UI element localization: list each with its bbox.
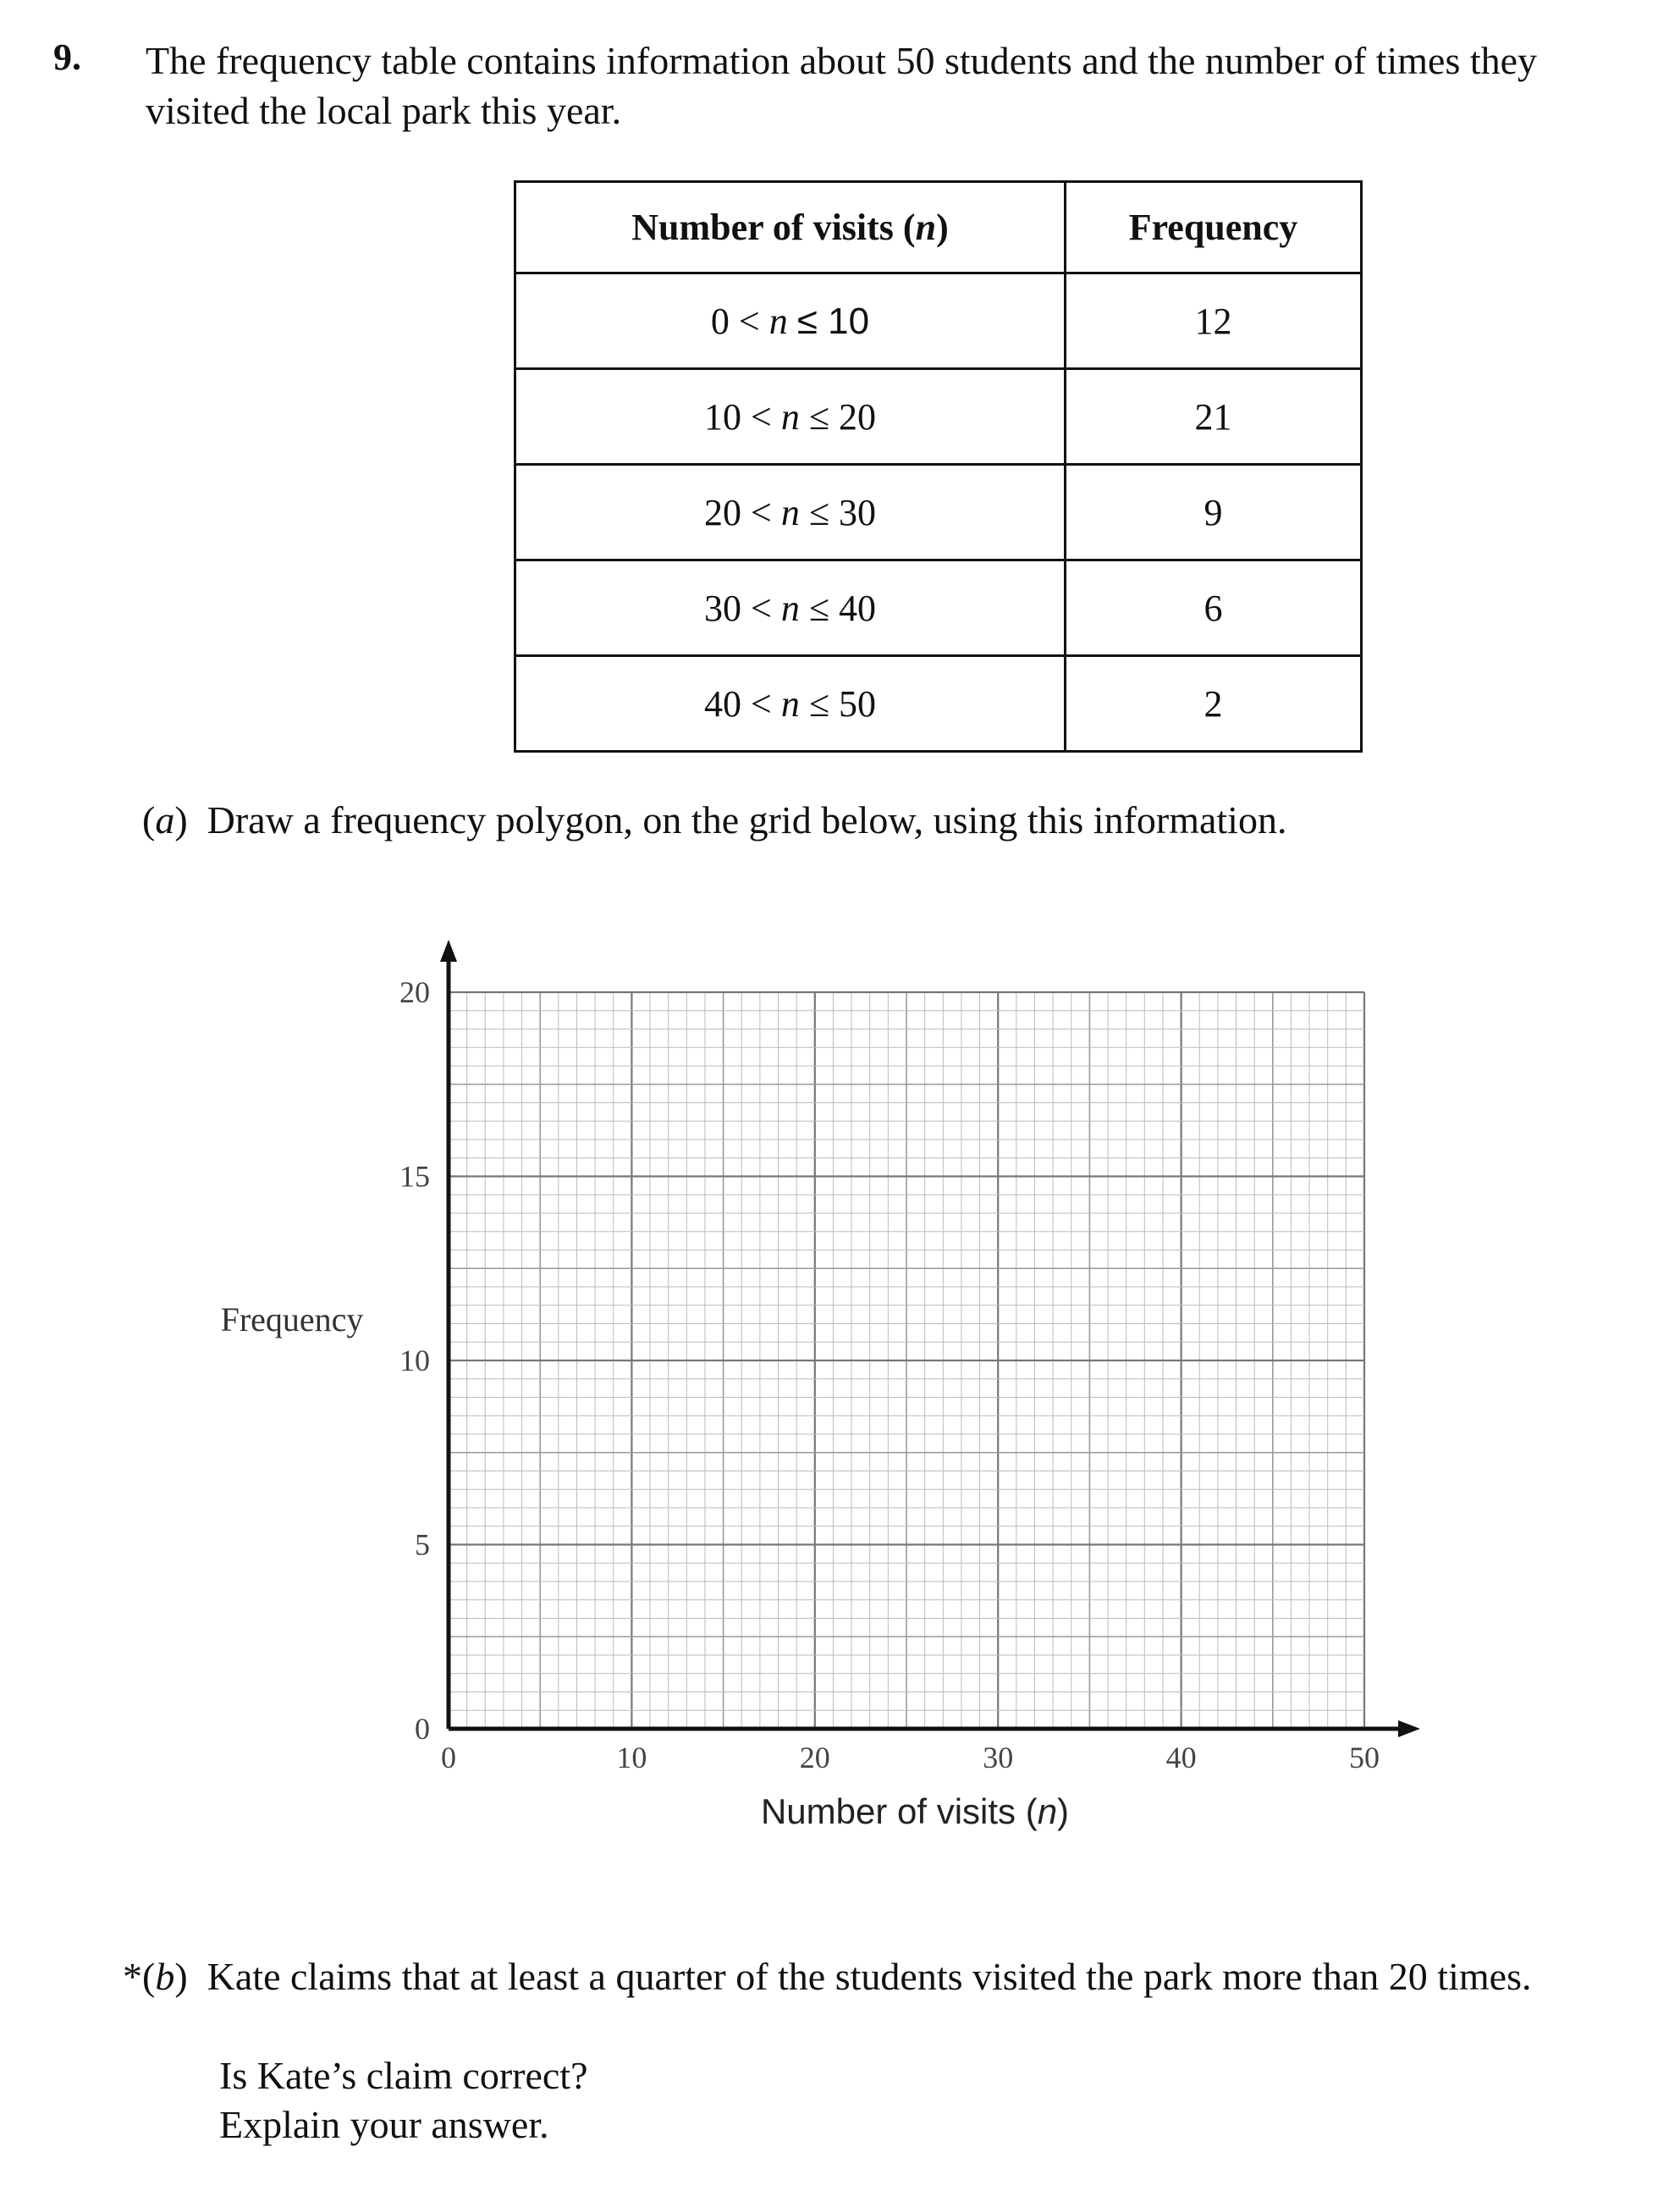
y-tick-label: 5: [415, 1527, 430, 1562]
question-number: 9.: [53, 36, 81, 78]
frequency-cell: 2: [1066, 656, 1362, 752]
x-axis-label: Number of visits (n): [760, 1791, 1070, 1831]
x-tick-label: 40: [1165, 1741, 1197, 1774]
part-b-instruction: Explain your answer.: [219, 2103, 549, 2146]
part-b-followup: [219, 2051, 588, 2150]
frequency-cell: 9: [1066, 465, 1362, 560]
header-visits: Number of visits (n): [515, 182, 1066, 273]
y-axis-label: Frequency: [220, 1300, 364, 1338]
interval-cell: 30 < n ≤ 40: [515, 560, 1066, 656]
part-b-question: Is Kate’s claim correct?: [219, 2054, 588, 2097]
frequency-cell: 6: [1066, 560, 1362, 656]
stem-line-2: visited the local park this year.: [146, 89, 622, 132]
interval-cell: 20 < n ≤ 30: [515, 465, 1066, 560]
interval-cell: 40 < n ≤ 50: [515, 656, 1066, 752]
y-tick-label: 15: [399, 1159, 430, 1194]
y-tick-label: 0: [415, 1712, 430, 1746]
x-tick-label: 30: [983, 1741, 1014, 1774]
x-axis-arrow: [1398, 1720, 1420, 1737]
interval-cell: 0 < n ≤ 10: [515, 273, 1066, 369]
stem-line-1: The frequency table contains information about 50 students and the number of times they: [146, 39, 1538, 82]
frequency-cell: 21: [1066, 369, 1362, 465]
part-a-prompt: (a) Draw a frequency polygon, on the grid below, using this information.: [142, 798, 1287, 842]
x-tick-label: 50: [1349, 1741, 1380, 1774]
header-frequency: Frequency: [1066, 182, 1362, 273]
y-tick-label: 20: [399, 975, 430, 1009]
y-axis-arrow: [440, 940, 457, 962]
x-tick-label: 0: [441, 1741, 456, 1774]
frequency-cell: 12: [1066, 273, 1362, 369]
x-tick-label: 10: [616, 1741, 647, 1774]
part-b-prompt: *(b) Kate claims that at least a quarter of the students visited the park more than 20 times.: [123, 1955, 1532, 1998]
y-tick-label: 10: [399, 1344, 430, 1377]
x-tick-label: 20: [799, 1741, 830, 1774]
interval-cell: 10 < n ≤ 20: [515, 369, 1066, 465]
